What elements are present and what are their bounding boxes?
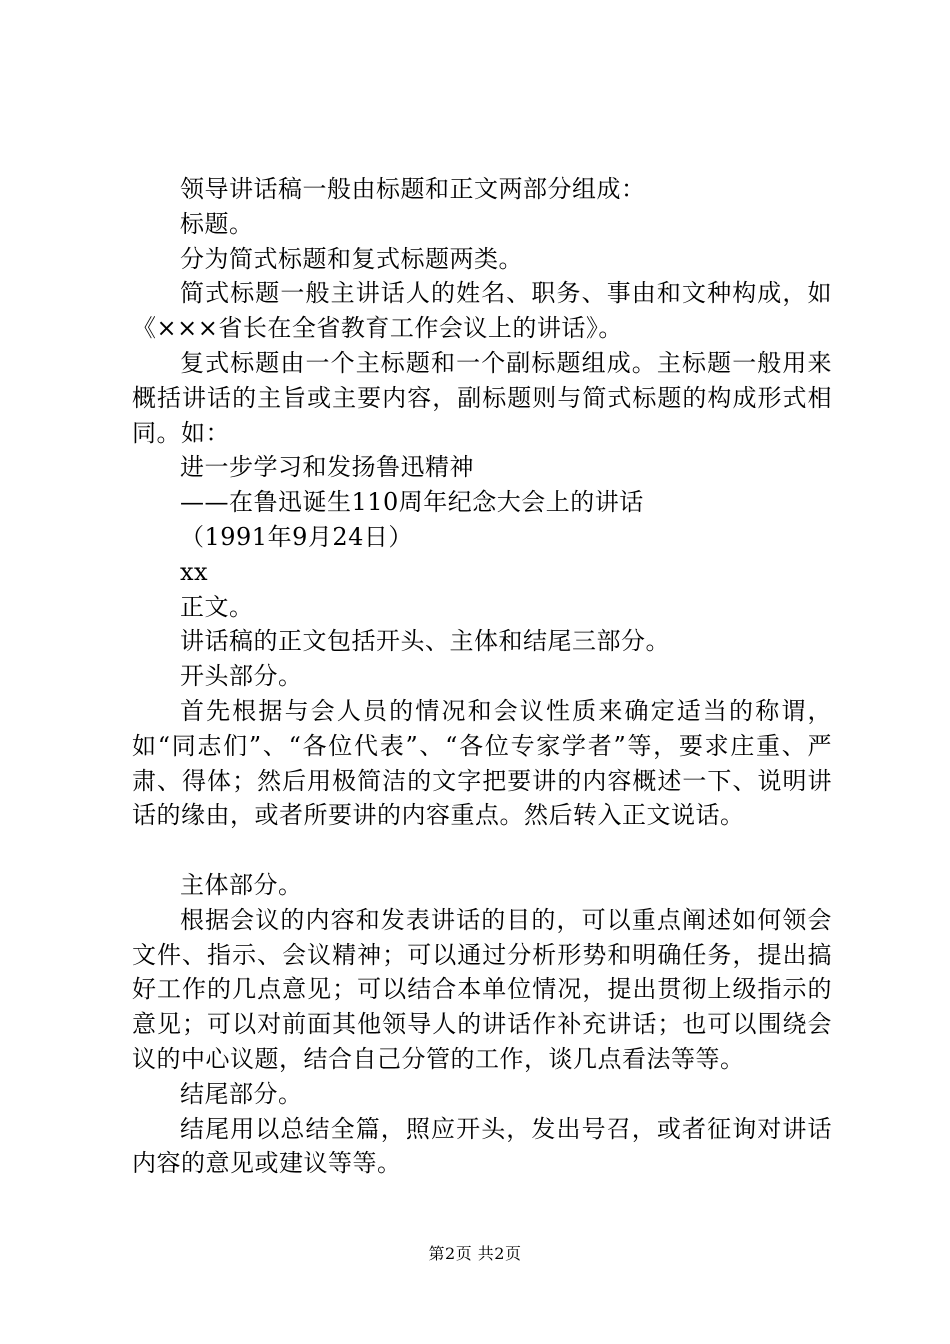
paragraph-ending-heading: 结尾部分。 <box>180 1079 303 1108</box>
example-subtitle: ——在鲁迅诞生110周年纪念大会上的讲话 <box>180 488 644 517</box>
page-number-footer: 第2页 共2页 <box>428 1244 522 1263</box>
paragraph-title-types: 分为简式标题和复式标题两类。 <box>180 244 523 273</box>
example-main-title: 进一步学习和发扬鲁迅精神 <box>180 453 474 482</box>
example-speaker: xx <box>180 557 209 586</box>
paragraph-ending-text: 结尾用以总结全篇，照应开头，发出号召，或者征询对讲话内容的意见或建议等等。 <box>132 1114 832 1178</box>
paragraph-compound-title: 复式标题由一个主标题和一个副标题组成。主标题一般用来概括讲话的主旨或主要内容，副标题则与简式标题的构成形式相同。如： <box>132 348 832 447</box>
paragraph-simple-title: 简式标题一般主讲话人的姓名、职务、事由和文种构成，如《×××省长在全省教育工作会议上的讲话》。 <box>132 279 832 343</box>
paragraph-main-heading: 主体部分。 <box>180 870 303 899</box>
example-date: （1991年9月24日） <box>180 522 413 551</box>
paragraph-body-heading: 正文。 <box>180 592 254 621</box>
paragraph-title-heading: 标题。 <box>180 209 254 238</box>
paragraph-body-parts: 讲话稿的正文包括开头、主体和结尾三部分。 <box>180 627 670 656</box>
document-body <box>132 172 832 1181</box>
paragraph-intro: 领导讲话稿一般由标题和正文两部分组成： <box>180 175 646 203</box>
paragraph-main-text: 根据会议的内容和发表讲话的目的，可以重点阐述如何领会文件、指示、会议精神；可以通过分析形势和明确任务，提出搞好工作的几点意见；可以结合本单位情况，提出贯彻上级指示的意见；可以对前面其他领导人的讲话作补充讲话；也可以围绕会议的中心议题，结合自己分管的工作，谈几点看法等等。 <box>132 905 832 1073</box>
paragraph-opening-heading: 开头部分。 <box>180 662 303 691</box>
paragraph-opening-text: 首先根据与会人员的情况和会议性质来确定适当的称谓，如“同志们”、“各位代表”、“各位专家学者”等，要求庄重、严肃、得体；然后用极简洁的文字把要讲的内容概述一下、说明讲话的缘由，或者所要讲的内容重点。然后转入正文说话。 <box>132 696 832 830</box>
